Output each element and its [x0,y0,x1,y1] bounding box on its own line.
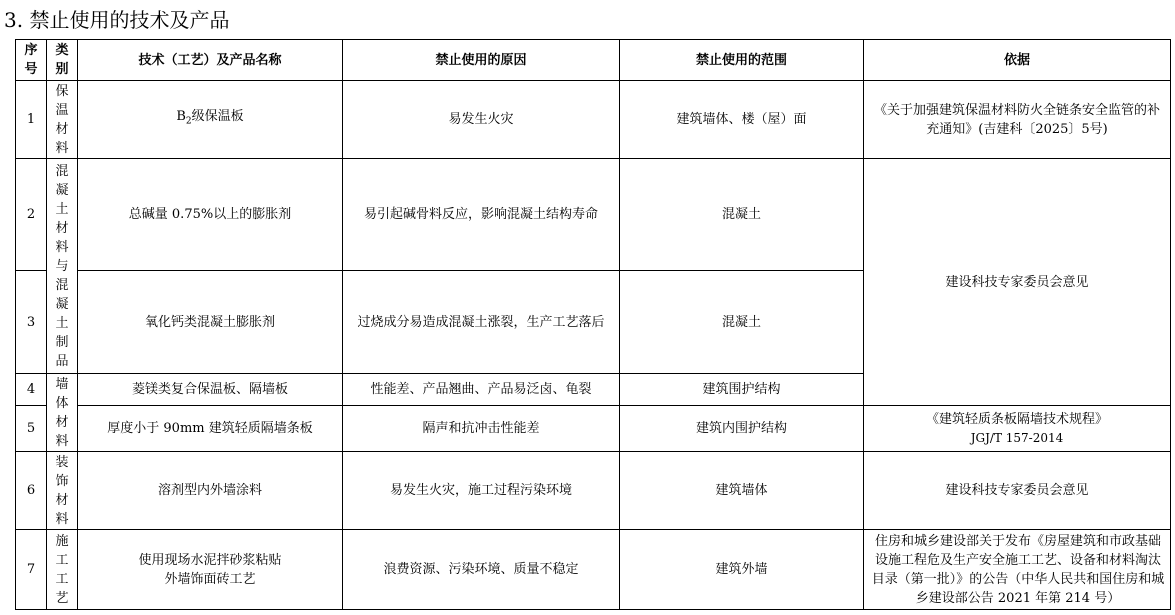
table-row [16,159,1171,271]
basis-cell: 住房和城乡建设部关于发布《房屋建筑和市政基础设施工程危及生产安全施工工艺、设备和材料淘汰目录（第一批）》的公告（中华人民共和国住房和城乡建设部公告 2021 年第 214 号） [864,530,1171,610]
header-name: 技术（工艺）及产品名称 [78,40,343,81]
category-cell: 墙体材料 [47,374,78,452]
table-row [16,406,1171,452]
header-reason: 禁止使用的原因 [343,40,620,81]
row-number: 7 [16,530,47,610]
ban-reason: 易发生火灾 [343,81,620,159]
ban-scope: 建筑外墙 [620,530,864,610]
row-number: 5 [16,406,47,452]
product-name: 使用现场水泥拌砂浆粘贴 外墙饰面砖工艺 [78,530,343,610]
category-cell: 混凝土材料与混凝土制品 [47,159,78,374]
product-name: 菱镁类复合保温板、隔墙板 [78,374,343,406]
row-number: 4 [16,374,47,406]
ban-scope: 建筑墙体、楼（屋）面 [620,81,864,159]
row-number: 6 [16,452,47,530]
ban-reason: 过烧成分易造成混凝土涨裂，生产工艺落后 [343,271,620,374]
table-row [16,530,1171,610]
header-scope: 禁止使用的范围 [620,40,864,81]
product-name: 溶剂型内外墙涂料 [78,452,343,530]
product-name: 总碱量 0.75%以上的膨胀剂 [78,159,343,271]
table-row [16,81,1171,159]
row-number: 3 [16,271,47,374]
ban-reason: 性能差、产品翘曲、产品易泛卤、龟裂 [343,374,620,406]
ban-reason: 易引起碱骨料反应，影响混凝土结构寿命 [343,159,620,271]
ban-reason: 隔声和抗冲击性能差 [343,406,620,452]
basis-cell: 建设科技专家委员会意见 [864,452,1171,530]
basis-code: JGJ/T 157-2014 [970,430,1064,445]
section-heading: 3. 禁止使用的技术及产品 [4,8,230,32]
product-name: 氧化钙类混凝土膨胀剂 [78,271,343,374]
header-basis: 依据 [864,40,1171,81]
product-name: 厚度小于 90mm 建筑轻质隔墙条板 [78,406,343,452]
ban-reason: 易发生火灾，施工过程污染环境 [343,452,620,530]
basis-title: 《建筑轻质条板隔墙技术规程》 [925,411,1108,427]
row-number: 2 [16,159,47,271]
product-name: $B_2$级保温板 [78,81,343,159]
ban-scope: 建筑墙体 [620,452,864,530]
table-row [16,452,1171,530]
ban-scope: 混凝土 [620,271,864,374]
row-number: 1 [16,81,47,159]
table-header-row [16,40,1171,81]
category-cell: 装饰材料 [47,452,78,530]
basis-cell [864,406,1171,452]
basis-cell: 《关于加强建筑保温材料防火全链条安全监管的补充通知》(吉建科〔2025〕5号) [864,81,1171,159]
category-cell: 保温材料 [47,81,78,159]
ban-scope: 建筑内围护结构 [620,406,864,452]
header-no: 序号 [16,40,47,81]
ban-reason: 浪费资源、污染环境、质量不稳定 [343,530,620,610]
banned-products-table [15,39,1171,610]
ban-scope: 混凝土 [620,159,864,271]
ban-scope: 建筑围护结构 [620,374,864,406]
category-cell: 施工工艺 [47,530,78,610]
header-category: 类别 [47,40,78,81]
basis-cell: 建设科技专家委员会意见 [864,159,1171,406]
